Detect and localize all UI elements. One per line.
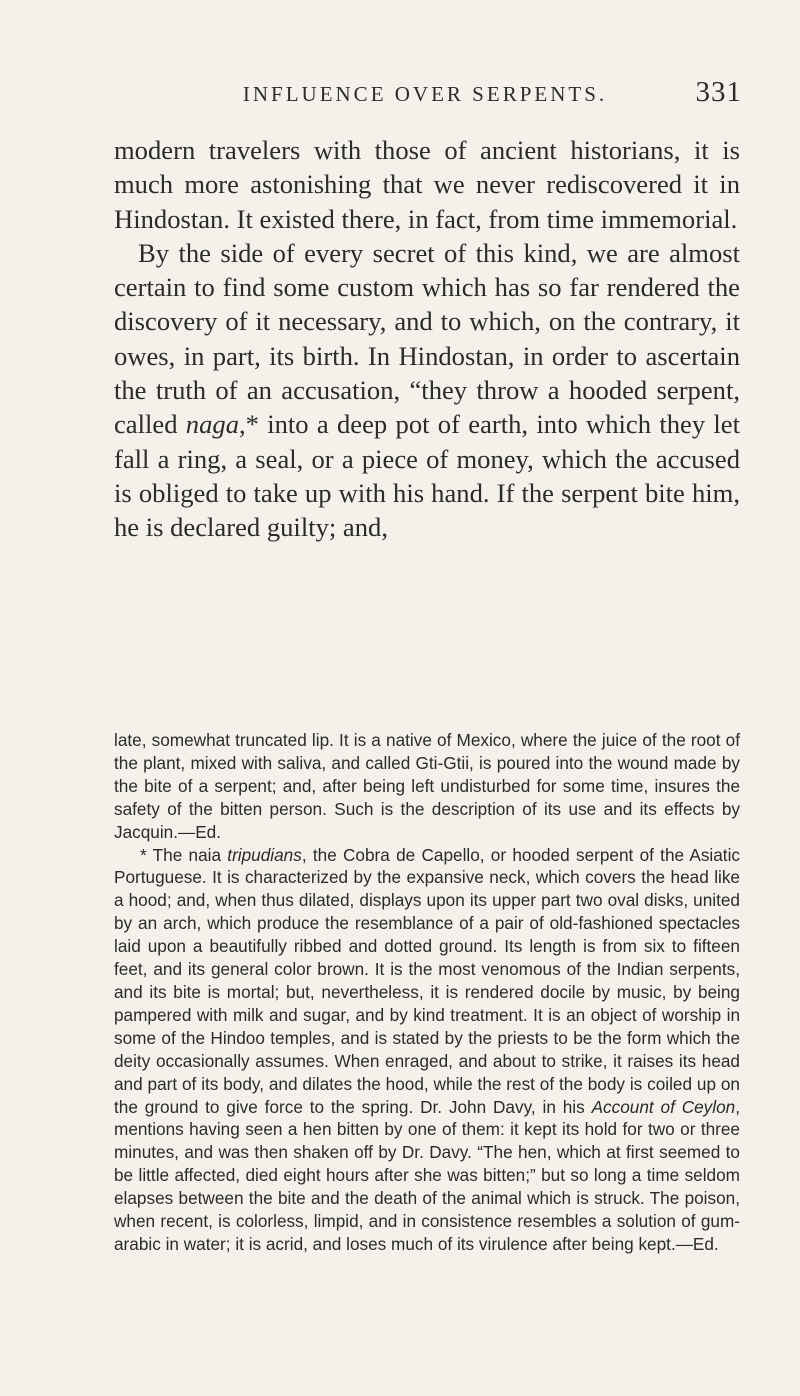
footnotes — [114, 729, 740, 1256]
running-head: INFLUENCE OVER SERPENTS. — [242, 82, 608, 106]
footnote-2-text-between: , the Cobra de Capello, or hooded serpent of the Asiatic Portuguese. It is characterized by the expansive neck, which covers the head like a hood; and, when thus dilated, displays upon its upper part two oval disks, united by an arch, which produce the resemblance of a pair of old-fashioned spectacles laid upon a beautifully ribbed and dotted ground. Its length is from six to fifteen feet, and its general color brown. It is the most venomous of the Indian serpents, and its bite is mortal; but, nevertheless, it is rendered docile by music, by being pampered with milk and sugar, and by kind treatment. It is an object of worship in some of the Hindoo temples, and is stated by the priests to be the form which the deity occasionally assumes. When enraged, and about to strike, it raises its head and part of its body, and dilates the hood, while the rest of the body is coiled up on the ground to give force to the spring. Dr. John Davy, in his — [114, 844, 740, 1117]
footnote-2-text-before-italic-1: * The naia — [140, 844, 228, 865]
main-paragraph-2-text-after-italic: ,* into a deep pot of earth, into which they let fall a ring, a seal, or a piece of money, which the accused is obliged to take up with his hand. If the serpent bite him, he is declared guilty; and, — [114, 409, 740, 543]
page-number: 331 — [695, 76, 742, 108]
main-paragraph-2-text-before-italic: By the side of every secret of this kind, we are almost certain to find some custom which has so far rendered the discovery of it necessary, and to which, on the contrary, it owes, in part, its birth. In Hindostan, in order to ascertain the truth of an accusation, “they throw a hooded serpent, called — [114, 237, 740, 440]
main-text — [114, 133, 740, 545]
footnote-2-italic-2: Account of Ceylon — [591, 1096, 736, 1117]
main-paragraph-2 — [114, 236, 740, 545]
footnote-1: late, somewhat truncated lip. It is a native of Mexico, where the juice of the root of the plant, mixed with saliva, and called Gti-Gtii, is poured into the wound made by the bite of a serpent; and, after being left undisturbed for some time, insures the safety of the bitten person. Such is the description of its use and its effects by Jacquin.—Ed. — [114, 730, 740, 842]
main-paragraph-1: modern travelers with those of ancient historians, it is much more astonishing that we never rediscovered it in Hindostan. It existed there, in fact, from time immemorial. — [114, 135, 740, 234]
footnote-2-italic-1: tripudians — [227, 844, 302, 865]
footnote-2 — [114, 844, 740, 1256]
main-paragraph-2-italic-term: naga — [185, 409, 239, 440]
page-header — [108, 76, 742, 116]
footnote-2-text-after-italic-2: , mentions having seen a hen bitten by one of them: it kept its hold for two or three minutes, and was then shaken off by Dr. Davy. “The hen, which at first seemed to be little affected, died eight hours after she was bitten;” but so long a time seldom elapses between the bite and the death of the animal which is struck. The poison, when recent, is colorless, limpid, and in consistence resembles a solution of gum-arabic in water; it is acrid, and loses much of its virulence after being kept.—Ed. — [114, 1096, 740, 1254]
